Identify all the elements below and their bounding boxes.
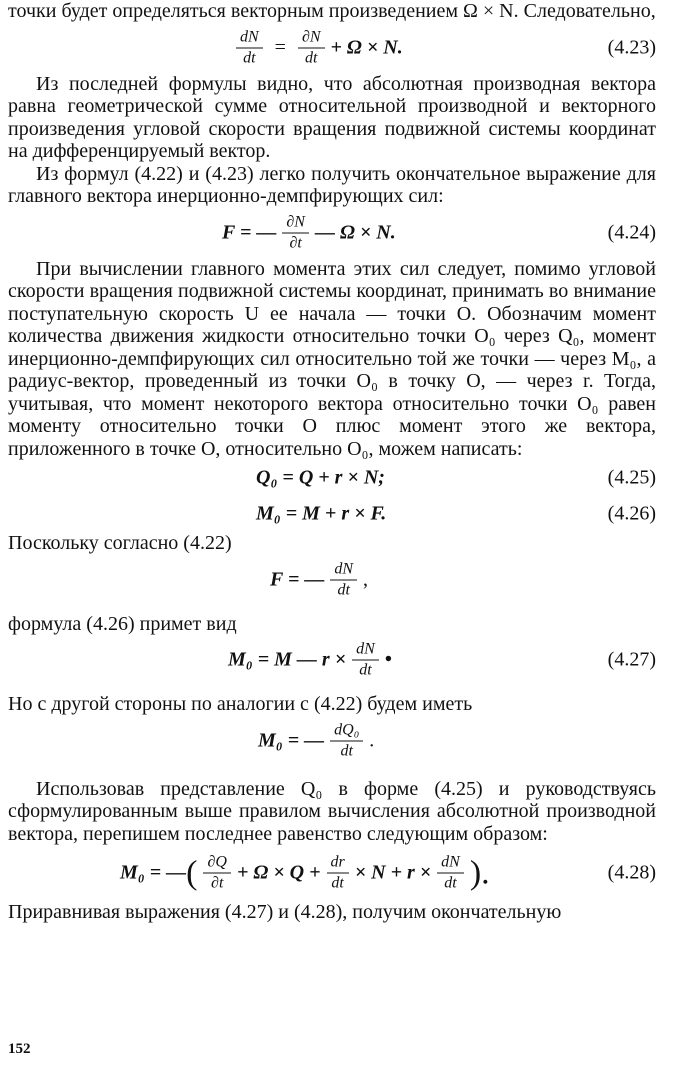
equation-number: (4.23) [607,36,656,58]
paragraph-2: Из последней формулы видно, что абсолютная производная вектора равна геометрической сумме относительной производной и векторного произведения угловой скорости вращения подвижной системы координат на дифференцируемый вектор. [8,72,656,162]
equation-number: (4.24) [607,221,656,243]
equation-4-27: M₀ = M — r × $\frac{dN}{dt}$ • (4.27) [228,640,656,679]
fraction: $\frac{\text{dQ₀}}{dt}$ [330,721,363,760]
paragraph-1: точки будет определяться векторным произведением Ω × N. Следовательно, [8,0,656,22]
equation-4-23: $\frac{dN}{dt}$ = $\frac{\partial N}{dt}$ + Ω × N. (4.23) [8,23,656,73]
fraction: $\frac{dN}{dt}$ [236,28,263,67]
paragraph-3: Из формул (4.22) и (4.23) легко получить окончательное выражение для главного вектора инерционно-демпфирующих сил: [8,162,656,207]
fraction: $\frac{dr}{dt}$ [327,854,349,893]
fraction: $\frac{dN}{dt}$ [352,641,379,680]
fraction: $\frac{\partial N}{dt}$ [298,28,325,67]
paragraph-6: формула (4.26) примет вид [8,612,237,635]
fraction: $\frac{\partial N}{\partial t}$ [282,213,309,252]
fraction: $\frac{dN}{dt}$ [330,560,357,599]
paragraph-4: При вычислении главного момента этих сил следует, помимо угловой скорости вращения подвижной системы координат, принимать во внимание поступательную скорость U ее начала — точки O. Обозначим момент количества движения жидкости относительно точки O₀ через Q₀, момент инерционно-демпфирующих сил относительно той же точки — через M₀, а радиус-вектор, проведенный из точки O₀ в точку O, — через r. Тогда, учитывая, что момент некоторого вектора относительно точки O₀ равен моменту относительно точки O плюс момент этого же вектора, приложенного в точке O, относительно O₀, можем написать: [8,257,656,460]
page-number: 152 [8,1041,31,1057]
paragraph-7: Но с другой стороны по аналогии с (4.22) будем иметь [8,693,473,715]
paragraph-8: Использовав представление Q₀ в форме (4.25) и руководствуясь сформулированным выше правилом вычисления абсолютной производной вектора, перепишем последнее равенство следующим образом: [8,777,656,845]
equation-number: (4.28) [607,861,656,884]
paragraph-5: Поскольку согласно (4.22) [8,532,232,554]
equation-4-24: F = — $\frac{\partial N}{\partial t}$ — Ω × N. (4.24) [222,213,656,251]
fraction: $\frac{\partial Q}{\partial t}$ [203,854,230,893]
equation-number: (4.27) [607,648,656,671]
equation-4-28: M₀ = — ( $\frac{\partial Q}{\partial t}$ + Ω × Q + $\frac{dr}{dt}$ × N + r × $\frac{dN}{dt}$ ). (4.28) [120,853,656,892]
equation-number: (4.25) [607,466,656,489]
equation-4-26: M₀ = M + r × F. (4.26) [256,502,656,525]
equation-F: F = — $\frac{dN}{dt}$ , [270,560,369,598]
fraction: $\frac{dN}{dt}$ [437,854,464,893]
equation-number: (4.26) [607,502,656,525]
equation-M0: M₀ = — $\frac{\text{dQ₀}}{dt}$ . [258,721,375,759]
paragraph-9: Приравнивая выражения (4.27) и (4.28), получим окончательную [8,901,562,923]
page-content [8,0,656,924]
equation-4-25: Q₀ = Q + r × N; (4.25) [256,466,656,489]
